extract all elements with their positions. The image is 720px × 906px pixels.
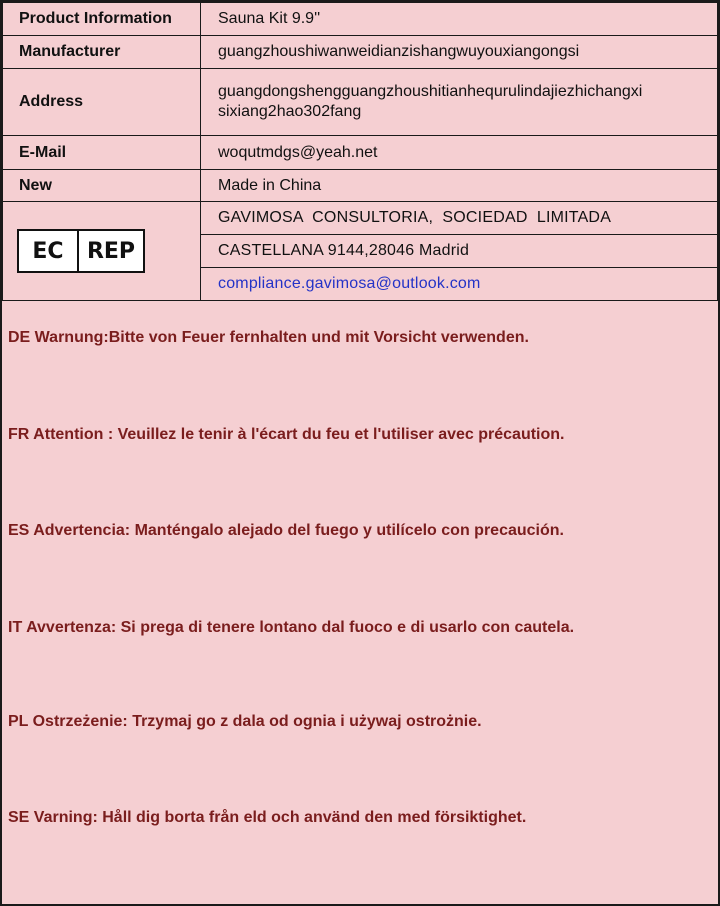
product-value: Sauna Kit 9.9'' — [201, 3, 718, 36]
warning-it: IT Avvertenza: Si prega di tenere lontano dal fuoco e di usarlo con cautela. — [8, 619, 575, 636]
row-ec-rep-company — [3, 202, 718, 235]
email-value: woqutmdgs@yeah.net — [201, 136, 718, 170]
origin-label: New — [3, 170, 201, 202]
warning-pl: PL Ostrzeżenie: Trzymaj go z dala od ognia i używaj ostrożnie. — [8, 713, 482, 730]
warning-fr: FR Attention : Veuillez le tenir à l'écart du feu et l'utiliser avec précaution. — [8, 426, 565, 443]
row-email — [3, 136, 718, 170]
ec-rep-address: CASTELLANA 9144,28046 Madrid — [201, 235, 718, 268]
ec-rep-email-link[interactable]: compliance.gavimosa@outlook.com — [218, 275, 481, 292]
row-origin — [3, 170, 718, 202]
warning-de: DE Warnung:Bitte von Feuer fernhalten und mit Vorsicht verwenden. — [8, 329, 529, 346]
ec-rep-email-cell — [201, 268, 718, 301]
product-label: Product Information — [3, 3, 201, 36]
ec-rep-symbol-icon — [17, 229, 145, 273]
warning-es: ES Advertencia: Manténgalo alejado del fuego y utilícelo con precaución. — [8, 522, 564, 539]
row-product — [3, 3, 718, 36]
ec-symbol-text: EC — [19, 231, 79, 271]
rep-symbol-text: REP — [86, 238, 136, 264]
email-label: E-Mail — [3, 136, 201, 170]
address-line-1: guangdongshengguangzhoushitianhequrulindajiezhichangxi — [218, 83, 643, 100]
manufacturer-label: Manufacturer — [3, 36, 201, 69]
address-label: Address — [3, 69, 201, 136]
ec-rep-company: GAVIMOSA CONSULTORIA, SOCIEDAD LIMITADA — [201, 202, 718, 235]
origin-value: Made in China — [201, 170, 718, 202]
row-address — [3, 69, 718, 136]
manufacturer-value: guangzhoushiwanweidianzishangwuyouxiangongsi — [201, 36, 718, 69]
warning-se: SE Varning: Håll dig borta från eld och använd den med försiktighet. — [8, 809, 527, 826]
address-value — [201, 69, 718, 136]
product-info-table — [2, 2, 718, 301]
row-manufacturer — [3, 36, 718, 69]
ec-rep-symbol-cell — [3, 202, 201, 301]
address-line-2: sixiang2hao302fang — [218, 103, 362, 120]
